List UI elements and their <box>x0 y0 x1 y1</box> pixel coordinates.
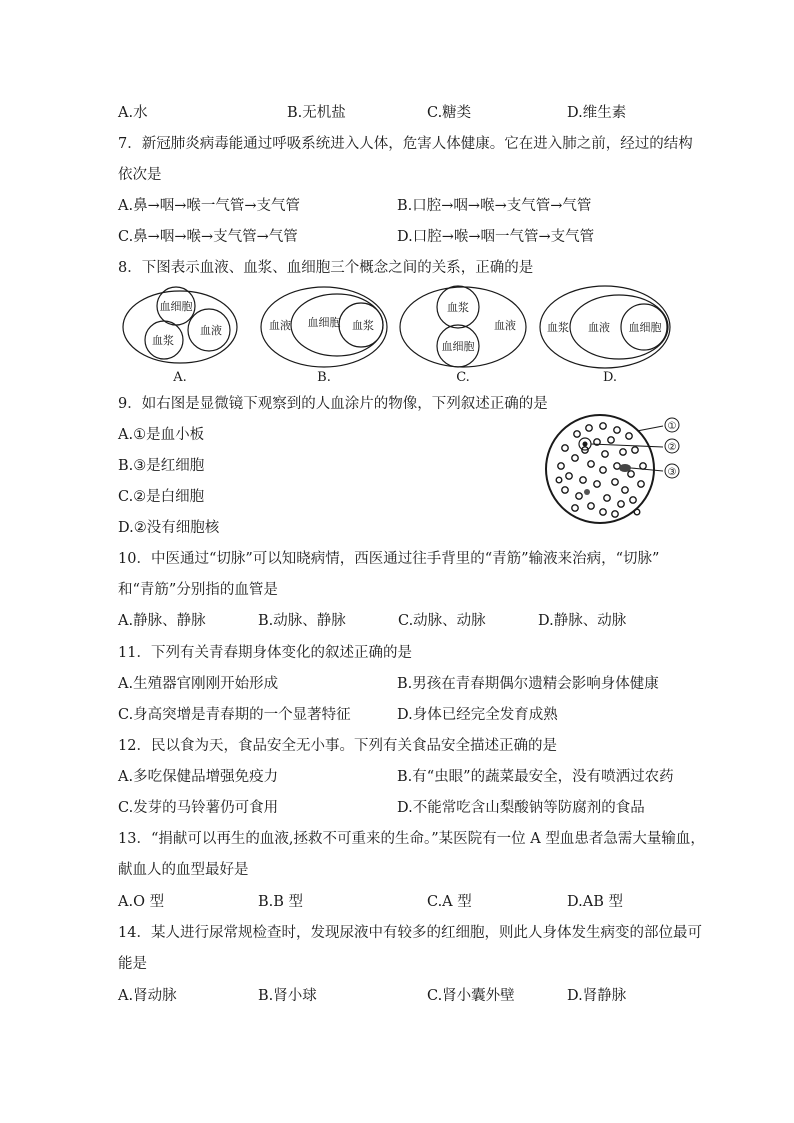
q9-option-a[interactable]: A.①是血小板 <box>118 427 205 443</box>
q7-stem-line1: 7．新冠肺炎病毒能通过呼吸系统进入人体，危害人体健康。它在进入肺之前，经过的结构 <box>118 136 693 152</box>
q12-option-b[interactable]: B.有“虫眼”的蔬菜最安全，没有喷洒过农药 <box>397 769 674 785</box>
q14-stem-line2: 能是 <box>118 956 147 972</box>
q8-b-label: B. <box>317 370 331 385</box>
q10-option-b[interactable]: B.动脉、静脉 <box>258 613 346 629</box>
q9-option-b[interactable]: B.③是红细胞 <box>118 458 205 474</box>
figure-label-2: ② <box>667 442 677 453</box>
q6-option-b[interactable]: B.无机盐 <box>287 105 346 121</box>
q8-b-t3: 血浆 <box>352 319 374 332</box>
q13-option-c[interactable]: C.A 型 <box>427 894 472 910</box>
q13-stem-line2: 献血人的血型最好是 <box>118 862 249 878</box>
q11-option-c[interactable]: C.身高突增是青春期的一个显著特征 <box>118 707 351 723</box>
q7-option-a[interactable]: A.鼻→咽→喉一气管→支气管 <box>118 198 301 214</box>
q14-option-d[interactable]: D.肾静脉 <box>567 988 627 1004</box>
q8-d-t1: 血浆 <box>547 321 569 334</box>
q14-stem-line1: 14．某人进行尿常规检查时，发现尿液中有较多的红细胞，则此人身体发生病变的部位最可 <box>118 925 702 941</box>
q7-option-d[interactable]: D.口腔→喉→咽一气管→支气管 <box>397 229 595 245</box>
q8-c-t3: 血细胞 <box>441 340 475 353</box>
figure-label-3: ③ <box>667 467 677 478</box>
q6-option-c[interactable]: C.糖类 <box>427 105 472 121</box>
q8-b-t1: 血液 <box>269 319 291 332</box>
q7-stem-line2: 依次是 <box>118 167 162 183</box>
q14-option-b[interactable]: B.肾小球 <box>258 988 317 1004</box>
q11-option-d[interactable]: D.身体已经完全发育成熟 <box>397 707 558 723</box>
q7-option-b[interactable]: B.口腔→咽→喉→支气管→气管 <box>397 198 592 214</box>
q11-stem: 11．下列有关青春期身体变化的叙述正确的是 <box>118 645 412 661</box>
q8-diagrams <box>118 285 678 387</box>
q9-stem: 9．如右图是显微镜下观察到的人血涂片的物像，下列叙述正确的是 <box>118 396 548 412</box>
q9-option-d[interactable]: D.②没有细胞核 <box>118 520 220 536</box>
q10-stem-line2: 和“青筋”分别指的血管是 <box>118 582 278 598</box>
q12-stem: 12．民以食为天，食品安全无小事。下列有关食品安全描述正确的是 <box>118 738 557 754</box>
q12-option-a[interactable]: A.多吃保健品增强免疫力 <box>118 769 279 785</box>
q8-a-t2: 血液 <box>200 324 222 337</box>
q8-c-label: C. <box>456 370 470 385</box>
q8-diagram-d[interactable] <box>540 286 670 385</box>
q10-option-d[interactable]: D.静脉、动脉 <box>538 613 627 629</box>
q8-diagram-c[interactable] <box>400 286 526 385</box>
q8-c-t2: 血液 <box>494 319 516 332</box>
q8-c-t1: 血浆 <box>447 301 469 314</box>
q9-blood-smear-figure <box>545 414 685 526</box>
q10-option-a[interactable]: A.静脉、静脉 <box>118 613 206 629</box>
q11-option-b[interactable]: B.男孩在青春期偶尔遗精会影响身体健康 <box>397 676 659 692</box>
q8-d-t2: 血液 <box>588 321 610 334</box>
q8-a-t1: 血细胞 <box>159 300 193 313</box>
q14-option-c[interactable]: C.肾小囊外壁 <box>427 988 515 1004</box>
q8-b-t2: 血细胞 <box>307 316 341 329</box>
q8-diagram-b[interactable] <box>261 287 387 385</box>
q13-option-b[interactable]: B.B 型 <box>258 894 304 910</box>
q13-option-a[interactable]: A.O 型 <box>118 894 165 910</box>
q7-option-c[interactable]: C.鼻→咽→喉→支气管→气管 <box>118 229 298 245</box>
q6-option-d[interactable]: D.维生素 <box>567 105 627 121</box>
q8-d-label: D. <box>602 370 618 385</box>
q8-diagram-a[interactable] <box>123 287 237 385</box>
q14-option-a[interactable]: A.肾动脉 <box>118 988 177 1004</box>
q11-option-a[interactable]: A.生殖器官刚刚开始形成 <box>118 676 279 692</box>
q8-d-t3: 血细胞 <box>628 321 662 334</box>
q10-stem-line1: 10．中医通过“切脉”可以知晓病情，西医通过往手背里的“青筋”输液来治病，“切脉” <box>118 551 660 567</box>
q13-stem-line1: 13．“捐献可以再生的血液,拯救不可重来的生命。”某医院有一位 A 型血患者急需大量输血， <box>118 831 705 847</box>
q6-option-a[interactable]: A.水 <box>118 105 148 121</box>
figure-label-1: ① <box>667 421 677 432</box>
q13-option-d[interactable]: D.AB 型 <box>567 894 623 910</box>
q12-option-c[interactable]: C.发芽的马铃薯仍可食用 <box>118 800 279 816</box>
q8-a-t3: 血浆 <box>152 334 174 347</box>
q9-option-c[interactable]: C.②是白细胞 <box>118 489 205 505</box>
q8-a-label: A. <box>173 370 187 385</box>
q12-option-d[interactable]: D.不能常吃含山梨酸钠等防腐剂的食品 <box>397 800 645 816</box>
q8-stem: 8．下图表示血液、血浆、血细胞三个概念之间的关系，正确的是 <box>118 260 534 276</box>
q10-option-c[interactable]: C.动脉、动脉 <box>398 613 486 629</box>
